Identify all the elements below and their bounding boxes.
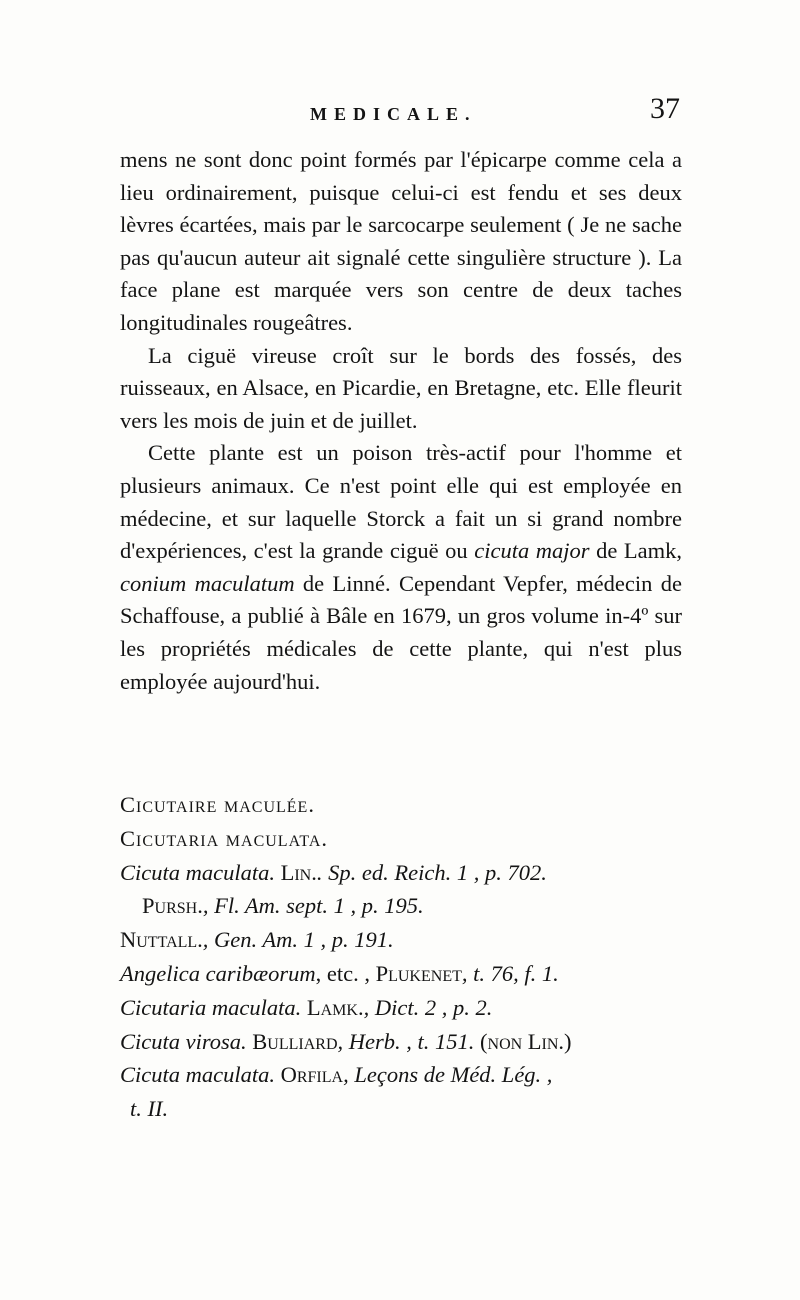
synonym-species: Cicuta maculata. [120,859,275,885]
synonym-reference: t. II. [130,1096,169,1122]
synonym-reference: , t. 76, f. 1. [461,960,559,986]
synonym-reference: , Gen. Am. 1 , p. 191. [202,927,394,953]
synonymy-heading-latin: Cicutaria maculata. [120,825,329,851]
synonym-species: Cicutaria maculata. [120,994,302,1020]
paragraph-continuation: mens ne sont donc point formés par l'épicarpe comme cela a lieu ordinairement, puisque celui-ci est fendu et ses deux lèvres écartées, mais par le sarcocarpe seulement ( Je ne sache pas qu'aucun auteur ait signalé cette singulière structure ). La face plane est marquée vers son centre de deux taches longitudinales rougeâtres. [120,147,682,335]
synonym-species: Angelica caribæorum [120,960,316,986]
paragraph-toxicity-part2: de Lamk, [589,538,683,564]
page-number: 37 [650,92,680,125]
synonym-etc: , etc. , [315,960,370,986]
taxon-cicuta-major: cicuta major [474,538,590,564]
synonym-author: Plukenet [375,960,462,986]
synonym-line [120,889,690,923]
synonym-line [120,856,690,890]
running-head [120,92,680,136]
synonym-note: (non Lin.) [480,1028,572,1054]
body-text [120,144,682,698]
synonym-reference: . Sp. ed. Reich. 1 , p. 702. [316,859,547,885]
synonym-line [120,1025,690,1059]
synonym-reference: , Leçons de Méd. Lég. , [343,1062,553,1088]
synonym-author: Orfila [280,1062,344,1088]
synonym-reference: , Dict. 2 , p. 2. [363,994,493,1020]
synonym-line [120,991,690,1025]
synonym-author: Nuttall. [120,927,203,953]
synonym-species: Cicuta maculata. [120,1062,275,1088]
paragraph-toxicity [120,437,682,698]
synonym-author: Pursh. [142,893,203,919]
synonym-line [120,923,690,957]
synonym-line [120,1092,690,1126]
synonymy-heading-french: Cicutaire maculée. [120,792,315,817]
paragraph-toxicity-part1: Cette plante est un poison très-actif pour l'homme et plusieurs animaux. Ce n'est point elle qui est employée en médecine, et sur laquelle Storck a fait un si grand nombre d'expériences, c'est la grande ciguë ou [120,440,682,564]
synonym-author: Lamk. [306,994,364,1020]
running-title: MEDICALE. [310,104,477,124]
paragraph-habitat: La ciguë vireuse croît sur le bords des fossés, des ruisseaux, en Alsace, en Picardie, en Bretagne, etc. Elle fleurit vers les mois de juin et de juillet. [120,342,682,433]
synonym-author: Bulliard [252,1028,338,1054]
synonym-reference: , Herb. , t. 151. [337,1028,475,1054]
synonymy-section [120,788,690,1126]
synonym-species: Cicuta virosa. [120,1028,247,1054]
paragraph-toxicity-part3: de Linné. Cependant Vepfer, médecin de Schaffouse, a publié à Bâle en 1679, un gros volume in-4º sur les propriétés médicales de cette plante, qui n'est plus employée aujourd'hui. [120,570,682,694]
taxon-conium-maculatum: conium maculatum [120,570,295,596]
synonym-author: Lin. [280,859,317,885]
synonym-reference: , Fl. Am. sept. 1 , p. 195. [202,893,424,919]
synonym-line [120,957,690,991]
synonym-line [120,1058,690,1092]
